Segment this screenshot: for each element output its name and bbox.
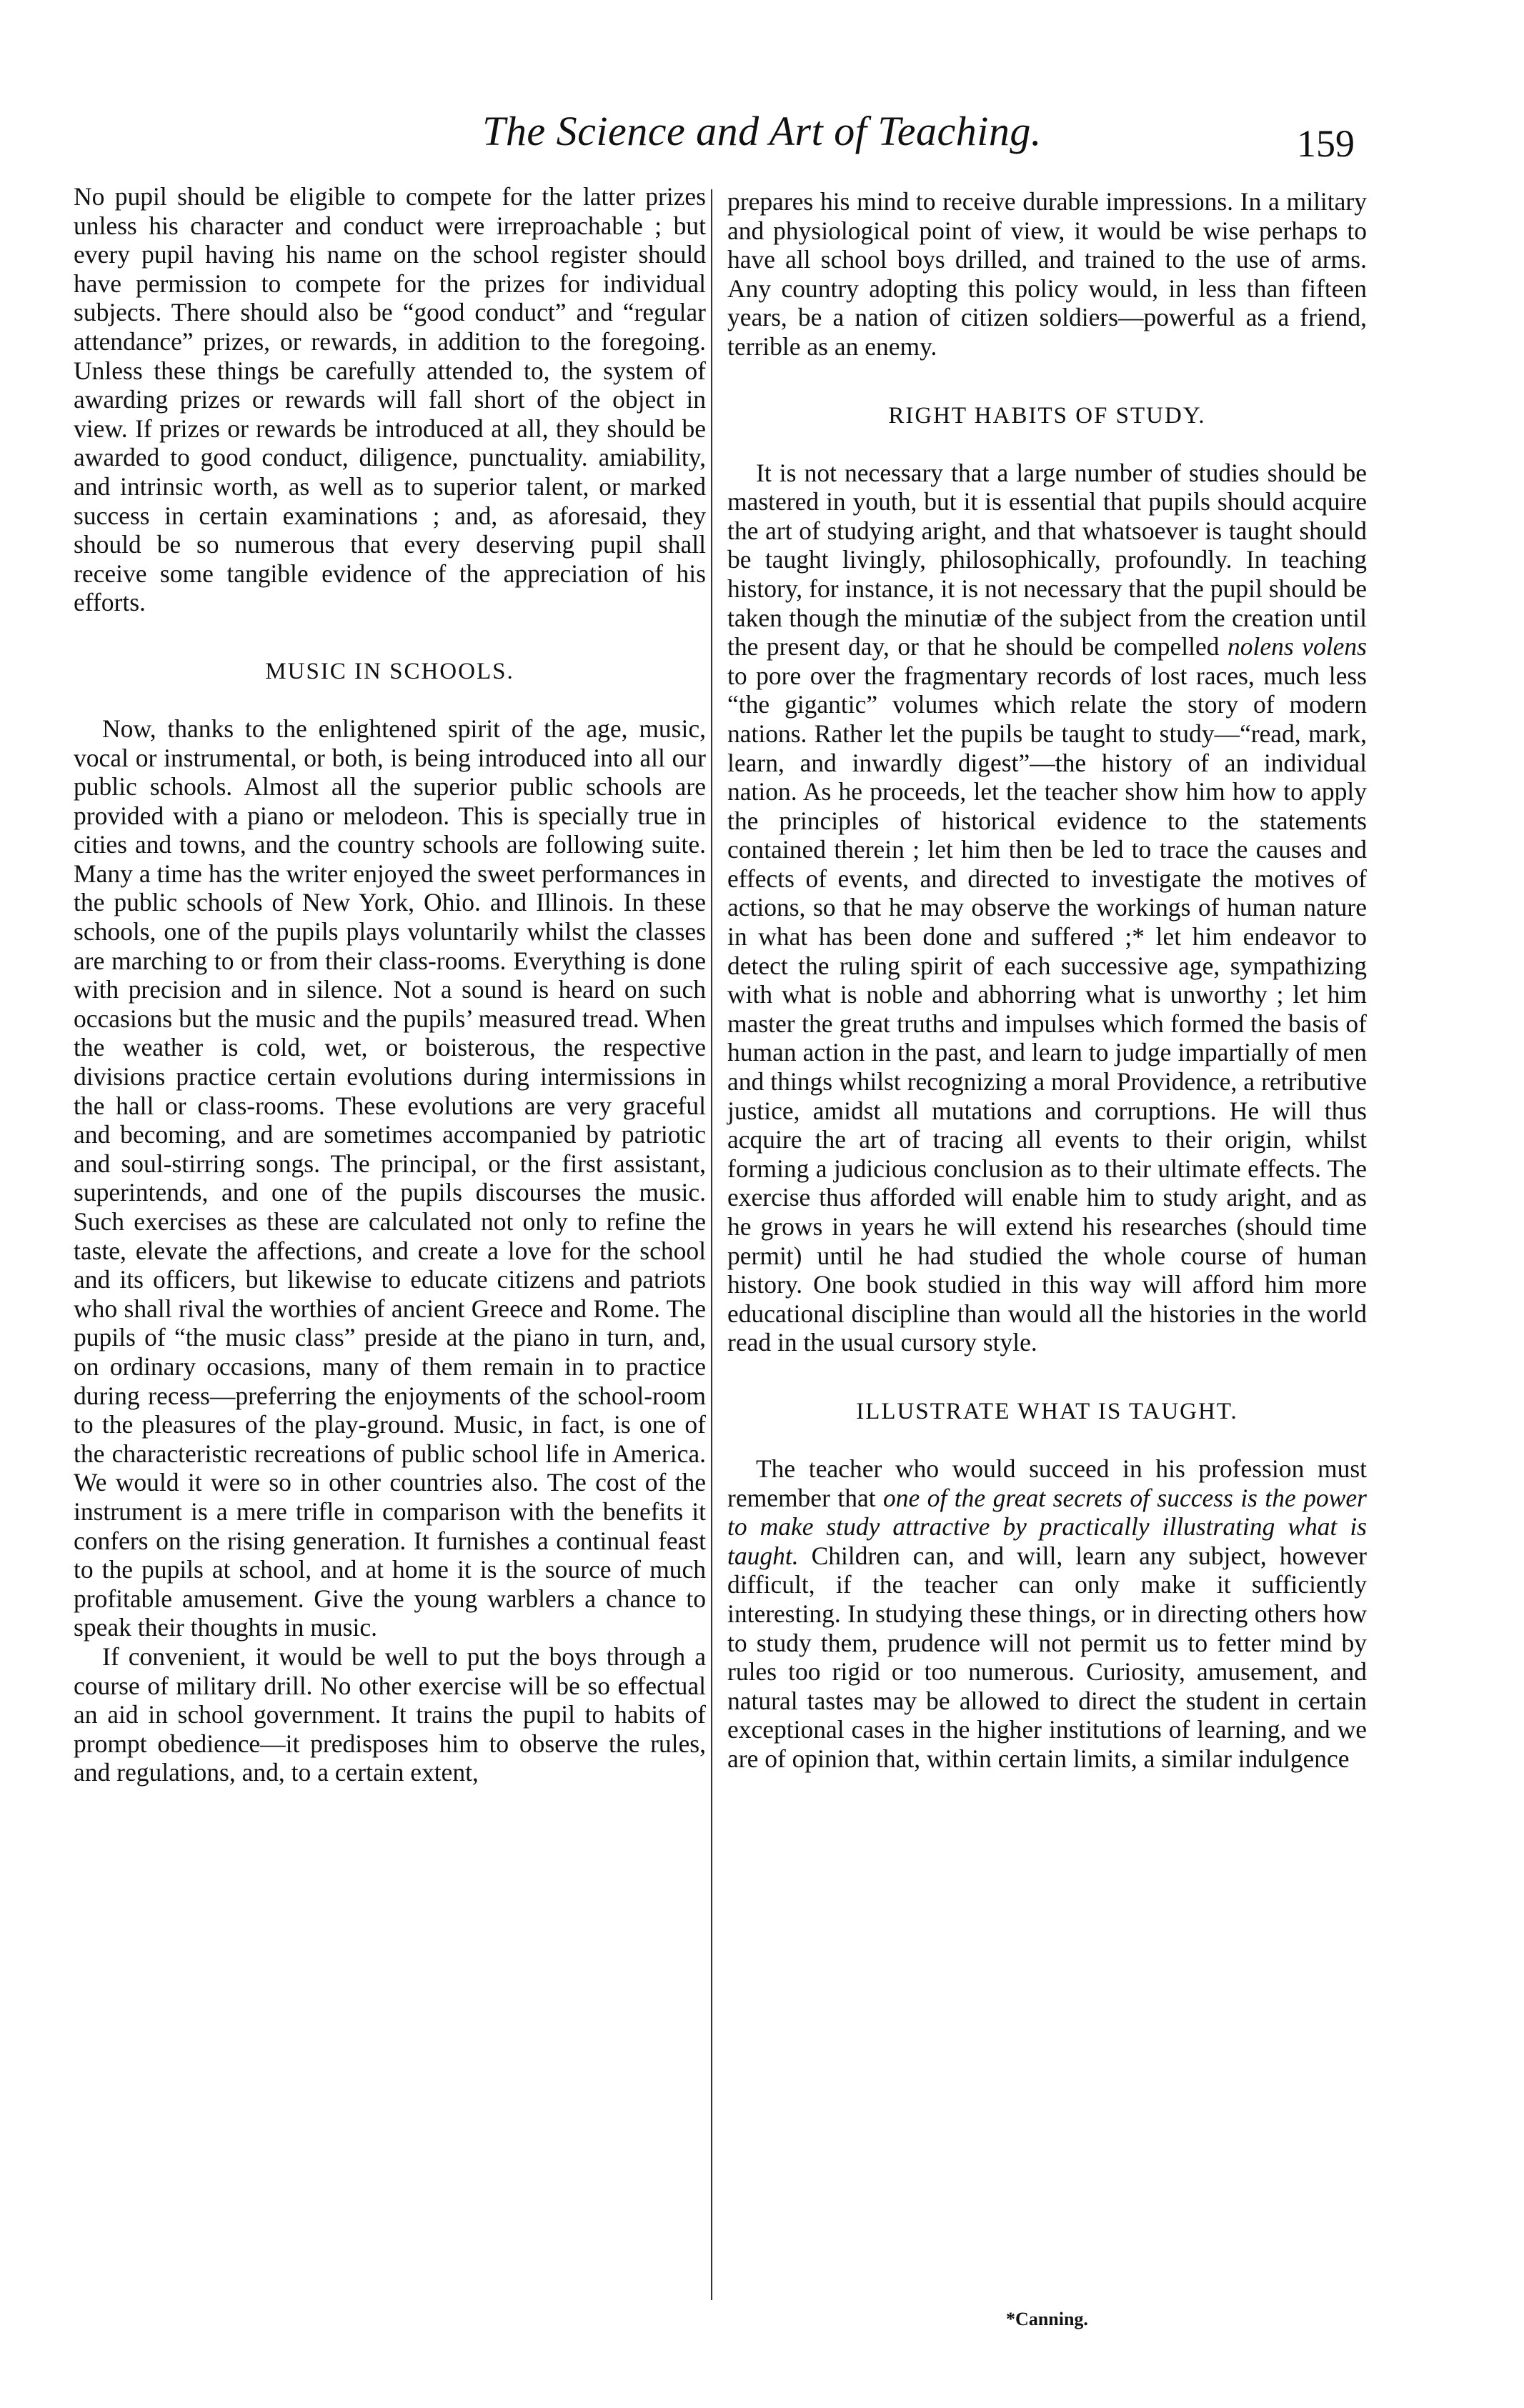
section-heading-study-habits: RIGHT HABITS OF STUDY. — [888, 402, 1206, 429]
illustrate-text-a: The teacher who would succeed in his profession must remember that — [727, 1454, 1367, 1512]
study-habits-italic: nolens volens — [1227, 632, 1367, 661]
column-divider — [711, 189, 712, 2300]
illustrate-italic: one of the great secrets of success is the power to make study attractive by practically illustrating what is taught. — [727, 1483, 1367, 1570]
section-heading-music: MUSIC IN SCHOOLS. — [265, 658, 514, 684]
paragraph-prizes: No pupil should be eligible to compete for the latter prizes unless his character and conduct were irreproachable ; but every pupil having his name on the school register should have permission to compete for the prizes for individual subjects. There should also be “good conduct” and “regular attendance” prizes, or rewards, in addition to the foregoing. Unless these things be carefully attended to, the system of awarding prizes or rewards will fall short of the object in view. If prizes or rewards be introduced at all, they should be awarded to good conduct, diligence, punctuality. amiability, and intrinsic worth, as well as to superior talent, or marked success in certain examinations ; and, as aforesaid, they should be so numerous that every deserving pupil shall receive some tangible evidence of the appreciation of his efforts. — [74, 182, 706, 617]
footnote: *Canning. — [1006, 2309, 1088, 2329]
page-number: 159 — [1297, 122, 1355, 165]
study-habits-text-b: to pore over the fragmentary records of lost races, much less “the gigantic” volumes which relate the story of modern nations. Rather let the pupils be taught to study—“read, mark, learn, and inwardly digest”—the history of an individual nation. As he proceeds, let the teacher show him how to apply the principles of historical evidence to the statements contained therein ; let him then be led to trace the causes and effects of events, and directed to investigate the motives of actions, so that he may observe the workings of human nature in what has been done and suffered ;* let him endeavor to detect the ruling spirit of each successive age, sympathizing with what is noble and abhorring what is unworthy ; let him master the great truths and impulses which formed the basis of human action in the past, and learn to judge impartially of men and things whilst recognizing a moral Providence, a retributive justice, amidst all mutations and corruptions. He will thus acquire the art of tracing all events to their origin, whilst forming a judicious conclusion as to their ultimate effects. The exercise thus afforded will enable him to study aright, and as he grows in years he will extend his researches (should time permit) until he had studied the whole course of human history. One book studied in this way will afford him more educational discipline than would all the histories in the world read in the usual cursory style. — [727, 661, 1367, 1357]
paragraph-drill-continued: prepares his mind to receive durable impressions. In a military and physiological point of view, it would be wise perhaps to have all school boys drilled, and trained to the use of arms. Any country adopting this policy would, in less than fifteen years, be a nation of citizen soldiers—powerful as a friend, terrible as an enemy. — [727, 187, 1367, 361]
right-column — [727, 187, 1367, 1774]
section-heading-illustrate: ILLUSTRATE WHAT IS TAUGHT. — [856, 1398, 1238, 1424]
study-habits-text-a: It is not necessary that a large number of studies should be mastered in youth, but it is essential that pupils should acquire the art of studying aright, and that whatsoever is taught should be taught livingly, philosophically, profoundly. In teaching history, for instance, it is not necessary that the pupil should be taken though the minutiæ of the subject from the creation until the present day, or that he should be compelled — [727, 458, 1367, 661]
running-title: The Science and Art of Teaching. — [482, 108, 1042, 154]
left-column — [74, 182, 706, 1787]
paragraph-illustrate — [727, 1454, 1367, 1774]
illustrate-text-b: Children can, and will, learn any subject, however difficult, if the teacher can only make it sufficiently interesting. In studying these things, or in directing others how to study them, prudence will not permit us to fetter mind by rules too rigid or too numerous. Curiosity, amusement, and natural tastes may be allowed to direct the student in certain exceptional cases in the higher institutions of learning, and we are of opinion that, within certain limits, a similar indulgence — [727, 1541, 1367, 1773]
paragraph-study-habits — [727, 459, 1367, 1357]
paragraph-military-drill: If convenient, it would be well to put the boys through a course of military drill. No other exercise will be so effectual an aid in school government. It trains the pupil to habits of prompt obedience—it predisposes him to observe the rules, and regulations, and, to a certain extent, — [74, 1642, 706, 1787]
paragraph-music: Now, thanks to the enlightened spirit of the age, music, vocal or instrumental, or both, is being introduced into all our public schools. Almost all the superior public schools are provided with a piano or melodeon. This is specially true in cities and towns, and the country schools are following suite. Many a time has the writer enjoyed the sweet performances in the public schools of New York, Ohio. and Illinois. In these schools, one of the pupils plays voluntarily whilst the classes are marching to or from their class-rooms. Everything is done with precision and in silence. Not a sound is heard on such occasions but the music and the pupils’ measured tread. When the weather is cold, wet, or boisterous, the respective divisions practice certain evolutions during intermissions in the hall or class-rooms. These evolutions are very graceful and becoming, and are sometimes accompanied by patriotic and soul-stirring songs. The principal, or the first assistant, superintends, and one of the pupils discourses the music. Such exercises as these are calculated not only to refine the taste, elevate the affections, and create a love for the school and its officers, but likewise to educate citizens and patriots who shall rival the worthies of ancient Greece and Rome. The pupils of “the music class” preside at the piano in turn, and, on ordinary occasions, many of them remain in to practice during recess—preferring the enjoyments of the school-room to the pleasures of the play-ground. Music, in fact, is one of the characteristic recreations of public school life in America. We would it were so in other countries also. The cost of the instrument is a mere trifle in comparison with the benefits it confers on the rising generation. It furnishes a continual feast to the pupils at school, and at home it is the source of much profitable amusement. Give the young warblers a chance to speak their thoughts in music. — [74, 714, 706, 1642]
